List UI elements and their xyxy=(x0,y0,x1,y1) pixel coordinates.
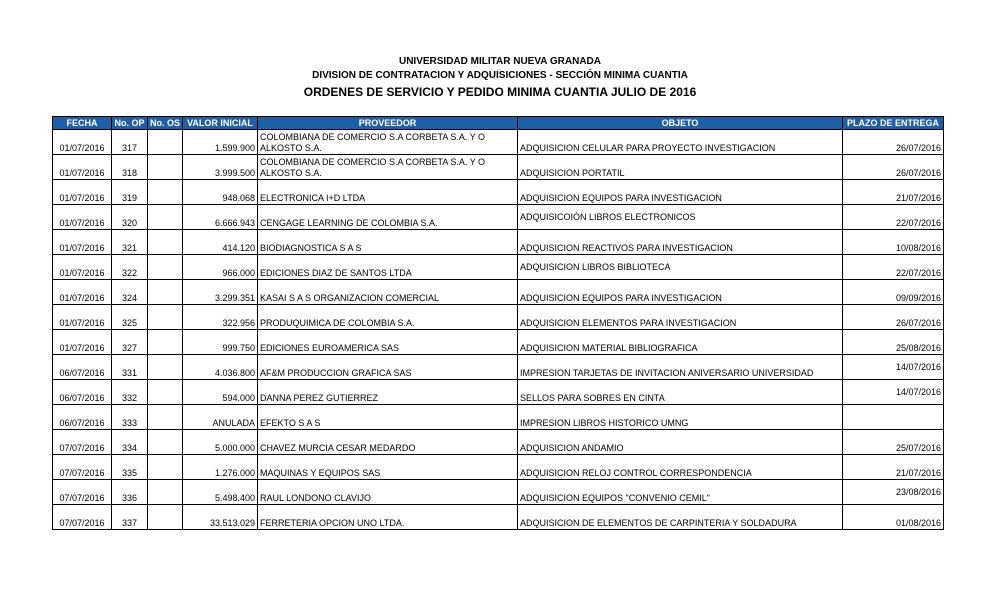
cell-no-op: 332 xyxy=(112,380,148,405)
table-row xyxy=(53,255,944,280)
cell-fecha: 06/07/2016 xyxy=(53,355,112,380)
column-header-no-op: No. OP xyxy=(112,117,148,130)
cell-fecha: 01/07/2016 xyxy=(53,255,112,280)
cell-no-op: 334 xyxy=(112,430,148,455)
cell-proveedor: MAQUINAS Y EQUIPOS SAS xyxy=(258,455,518,480)
cell-no-op: 318 xyxy=(112,155,148,180)
cell-fecha: 07/07/2016 xyxy=(53,480,112,505)
cell-no-os xyxy=(148,305,183,330)
table-row xyxy=(53,180,944,205)
cell-fecha: 06/07/2016 xyxy=(53,405,112,430)
column-header-no-os: No. OS xyxy=(148,117,183,130)
cell-fecha: 07/07/2016 xyxy=(53,455,112,480)
cell-no-op: 335 xyxy=(112,455,148,480)
cell-proveedor: FERRETERIA OPCION UNO LTDA. xyxy=(258,505,518,530)
cell-no-os xyxy=(148,155,183,180)
cell-valor-inicial: 322.956 xyxy=(183,305,258,330)
table-row xyxy=(53,280,944,305)
column-header-valor-inicial: VALOR INICIAL xyxy=(183,117,258,130)
cell-objeto: ADQUISICION EQUIPOS PARA INVESTIGACION xyxy=(518,280,843,305)
table-row xyxy=(53,205,944,230)
cell-fecha: 07/07/2016 xyxy=(53,505,112,530)
cell-no-os xyxy=(148,405,183,430)
column-header-fecha: FECHA xyxy=(53,117,112,130)
cell-no-op: 324 xyxy=(112,280,148,305)
table-row xyxy=(53,380,944,405)
cell-valor-inicial: 999.750 xyxy=(183,330,258,355)
cell-proveedor: BIODIAGNOSTICA S A S xyxy=(258,230,518,255)
cell-objeto: ADQUISICION LIBROS BIBLIOTECA xyxy=(518,255,843,280)
cell-valor-inicial: ANULADA xyxy=(183,405,258,430)
cell-fecha: 01/07/2016 xyxy=(53,230,112,255)
cell-plazo-entrega: 09/09/2016 xyxy=(843,280,944,305)
table-header-row xyxy=(53,117,944,130)
table-row xyxy=(53,405,944,430)
cell-objeto: SELLOS PARA SOBRES EN CINTA xyxy=(518,380,843,405)
cell-valor-inicial: 33.513.029 xyxy=(183,505,258,530)
cell-valor-inicial: 5.498.400 xyxy=(183,480,258,505)
cell-plazo-entrega: 25/08/2016 xyxy=(843,330,944,355)
orders-table xyxy=(52,116,944,530)
cell-no-os xyxy=(148,380,183,405)
column-header-objeto: OBJETO xyxy=(518,117,843,130)
cell-fecha: 01/07/2016 xyxy=(53,130,112,155)
cell-no-op: 325 xyxy=(112,305,148,330)
cell-objeto: IMPRESION TARJETAS DE INVITACION ANIVERSARIO UNIVERSIDAD xyxy=(518,355,843,380)
cell-no-os xyxy=(148,430,183,455)
cell-valor-inicial: 6.666.943 xyxy=(183,205,258,230)
cell-plazo-entrega xyxy=(843,405,944,430)
cell-no-os xyxy=(148,480,183,505)
cell-valor-inicial: 414.120 xyxy=(183,230,258,255)
cell-objeto: ADQUISICION EQUIPOS "CONVENIO CEMIL" xyxy=(518,480,843,505)
cell-objeto: ADQUISICOIÓN LIBROS ELECTRONICOS xyxy=(518,205,843,230)
cell-no-os xyxy=(148,255,183,280)
cell-proveedor: DANNA PEREZ GUTIERREZ xyxy=(258,380,518,405)
cell-proveedor: CENGAGE LEARNING DE COLOMBIA S.A. xyxy=(258,205,518,230)
cell-no-os xyxy=(148,130,183,155)
cell-proveedor: EFEKTO S A S xyxy=(258,405,518,430)
cell-no-op: 336 xyxy=(112,480,148,505)
cell-fecha: 06/07/2016 xyxy=(53,380,112,405)
cell-objeto: IMPRESION LIBROS HISTORICO UMNG xyxy=(518,405,843,430)
cell-valor-inicial: 1.599.900 xyxy=(183,130,258,155)
cell-proveedor: EDICIONES EUROAMERICA SAS xyxy=(258,330,518,355)
table-row xyxy=(53,305,944,330)
cell-plazo-entrega: 26/07/2016 xyxy=(843,305,944,330)
cell-objeto: ADQUISICION CELULAR PARA PROYECTO INVESTIGACION xyxy=(518,130,843,155)
cell-objeto: ADQUISICION ELEMENTOS PARA INVESTIGACION xyxy=(518,305,843,330)
cell-proveedor: COLOMBIANA DE COMERCIO S.A CORBETA S.A. Y O ALKOSTO S.A. xyxy=(258,130,518,155)
cell-plazo-entrega: 23/08/2016 xyxy=(843,480,944,505)
cell-no-os xyxy=(148,355,183,380)
cell-objeto: ADQUISICION ANDAMIO xyxy=(518,430,843,455)
cell-fecha: 01/07/2016 xyxy=(53,180,112,205)
cell-objeto: ADQUISICION DE ELEMENTOS DE CARPINTERIA Y SOLDADURA xyxy=(518,505,843,530)
table-row xyxy=(53,130,944,155)
cell-valor-inicial: 966.000 xyxy=(183,255,258,280)
cell-proveedor: KASAI S A S ORGANIZACION COMERCIAL xyxy=(258,280,518,305)
cell-plazo-entrega: 25/07/2016 xyxy=(843,430,944,455)
document-header xyxy=(0,55,1000,100)
cell-no-os xyxy=(148,455,183,480)
cell-objeto: ADQUISICION RELOJ CONTROL CORRESPONDENCIA xyxy=(518,455,843,480)
cell-plazo-entrega: 26/07/2016 xyxy=(843,130,944,155)
cell-no-os xyxy=(148,330,183,355)
column-header-proveedor: PROVEEDOR xyxy=(258,117,518,130)
cell-no-os xyxy=(148,280,183,305)
cell-objeto: ADQUISICION REACTIVOS PARA INVESTIGACION xyxy=(518,230,843,255)
cell-proveedor: EDICIONES DIAZ DE SANTOS LTDA xyxy=(258,255,518,280)
cell-plazo-entrega: 01/08/2016 xyxy=(843,505,944,530)
cell-plazo-entrega: 21/07/2016 xyxy=(843,180,944,205)
university-name: UNIVERSIDAD MILITAR NUEVA GRANADA xyxy=(398,56,602,67)
cell-proveedor: ELECTRONICA I+D LTDA xyxy=(258,180,518,205)
cell-fecha: 01/07/2016 xyxy=(53,280,112,305)
table-row xyxy=(53,455,944,480)
cell-plazo-entrega: 14/07/2016 xyxy=(843,355,944,380)
table-row xyxy=(53,330,944,355)
cell-proveedor: AF&M PRODUCCION GRAFICA SAS xyxy=(258,355,518,380)
cell-proveedor: PRODUQUIMICA DE COLOMBIA S.A. xyxy=(258,305,518,330)
cell-valor-inicial: 948.068 xyxy=(183,180,258,205)
cell-fecha: 01/07/2016 xyxy=(53,155,112,180)
table-row xyxy=(53,355,944,380)
cell-no-os xyxy=(148,180,183,205)
cell-no-os xyxy=(148,205,183,230)
cell-objeto: ADQUISICION PORTATIL xyxy=(518,155,843,180)
cell-fecha: 01/07/2016 xyxy=(53,330,112,355)
cell-plazo-entrega: 22/07/2016 xyxy=(843,205,944,230)
table-row xyxy=(53,480,944,505)
cell-plazo-entrega: 21/07/2016 xyxy=(843,455,944,480)
table-row xyxy=(53,505,944,530)
column-header-plazo-entrega: PLAZO DE ENTREGA xyxy=(843,117,944,130)
cell-fecha: 07/07/2016 xyxy=(53,430,112,455)
cell-fecha: 01/07/2016 xyxy=(53,205,112,230)
cell-valor-inicial: 3.299.351 xyxy=(183,280,258,305)
table-row xyxy=(53,430,944,455)
cell-plazo-entrega: 22/07/2016 xyxy=(843,255,944,280)
cell-no-op: 321 xyxy=(112,230,148,255)
table-row xyxy=(53,230,944,255)
cell-fecha: 01/07/2016 xyxy=(53,305,112,330)
cell-no-os xyxy=(148,230,183,255)
cell-valor-inicial: 594.000 xyxy=(183,380,258,405)
document-title: ORDENES DE SERVICIO Y PEDIDO MINIMA CUANTIA JULIO DE 2016 xyxy=(303,85,697,99)
cell-plazo-entrega: 14/07/2016 xyxy=(843,380,944,405)
cell-plazo-entrega: 10/08/2016 xyxy=(843,230,944,255)
cell-no-op: 337 xyxy=(112,505,148,530)
cell-no-op: 317 xyxy=(112,130,148,155)
cell-valor-inicial: 1.276.000 xyxy=(183,455,258,480)
cell-objeto: ADQUISICION MATERIAL BIBLIOGRAFICA xyxy=(518,330,843,355)
cell-valor-inicial: 4.036.800 xyxy=(183,355,258,380)
cell-no-op: 331 xyxy=(112,355,148,380)
cell-no-op: 327 xyxy=(112,330,148,355)
table-row xyxy=(53,155,944,180)
cell-objeto: ADQUISICION EQUIPOS PARA INVESTIGACION xyxy=(518,180,843,205)
cell-no-os xyxy=(148,505,183,530)
cell-no-op: 333 xyxy=(112,405,148,430)
cell-no-op: 322 xyxy=(112,255,148,280)
cell-plazo-entrega: 26/07/2016 xyxy=(843,155,944,180)
cell-no-op: 319 xyxy=(112,180,148,205)
cell-proveedor: COLOMBIANA DE COMERCIO S.A CORBETA S.A. Y O ALKOSTO S.A. xyxy=(258,155,518,180)
cell-no-op: 320 xyxy=(112,205,148,230)
cell-proveedor: CHAVEZ MURCIA CESAR MEDARDO xyxy=(258,430,518,455)
cell-proveedor: RAUL LONDONO CLAVIJO xyxy=(258,480,518,505)
cell-valor-inicial: 3.999.500 xyxy=(183,155,258,180)
cell-valor-inicial: 5.000.000 xyxy=(183,430,258,455)
division-name: DIVISION DE CONTRATACION Y ADQUISICIONES - SECCIÓN MINIMA CUANTIA xyxy=(312,70,688,81)
